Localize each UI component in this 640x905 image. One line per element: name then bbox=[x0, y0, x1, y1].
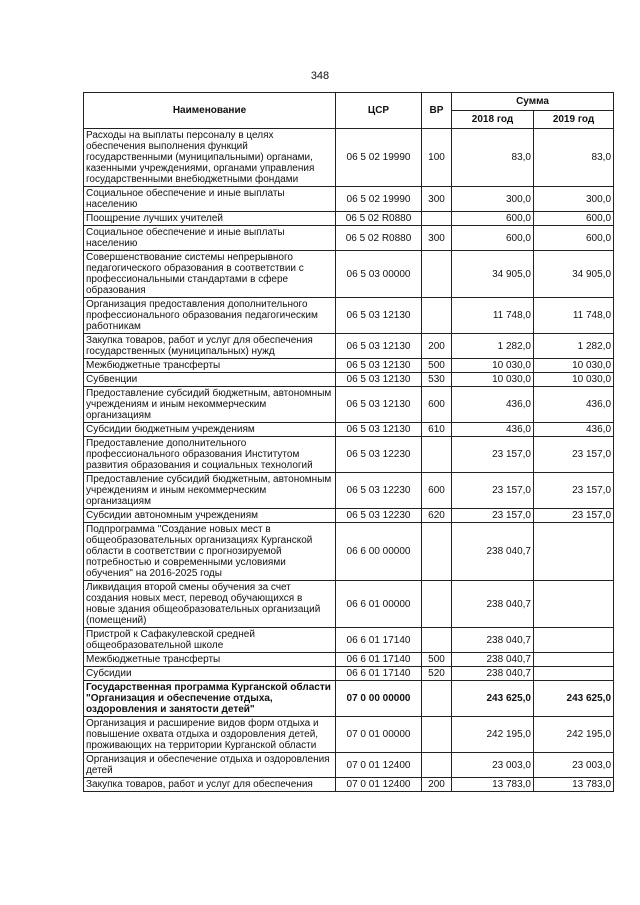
row-2019 bbox=[534, 667, 614, 681]
row-vr: 520 bbox=[422, 667, 452, 681]
row-csr: 06 5 02 R0880 bbox=[336, 212, 422, 226]
row-name: Социальное обеспечение и иные выплаты населению bbox=[84, 226, 336, 251]
row-2019 bbox=[534, 628, 614, 653]
row-csr: 06 6 00 00000 bbox=[336, 523, 422, 581]
row-csr: 07 0 01 12400 bbox=[336, 753, 422, 778]
row-2018: 238 040,7 bbox=[452, 628, 534, 653]
row-2019: 600,0 bbox=[534, 212, 614, 226]
table-row bbox=[84, 212, 614, 226]
row-vr bbox=[422, 212, 452, 226]
row-vr: 530 bbox=[422, 373, 452, 387]
row-2018: 600,0 bbox=[452, 226, 534, 251]
row-2018: 238 040,7 bbox=[452, 667, 534, 681]
row-vr bbox=[422, 251, 452, 298]
row-name: Совершенствование системы непрерывного педагогического образования в соответствии с профессиональными стандартами в сфере образования bbox=[84, 251, 336, 298]
row-csr: 06 6 01 00000 bbox=[336, 581, 422, 628]
row-name: Предоставление субсидий бюджетным, автономным учреждениям и иным некоммерческим организациям bbox=[84, 473, 336, 509]
row-2018: 23 003,0 bbox=[452, 753, 534, 778]
header-vr: ВР bbox=[422, 93, 452, 129]
table-row bbox=[84, 473, 614, 509]
table-row bbox=[84, 509, 614, 523]
row-csr: 06 6 01 17140 bbox=[336, 628, 422, 653]
table-row bbox=[84, 129, 614, 187]
row-2019: 243 625,0 bbox=[534, 681, 614, 717]
row-2019: 13 783,0 bbox=[534, 778, 614, 792]
header-year-2019: 2019 год bbox=[534, 111, 614, 129]
table-row bbox=[84, 681, 614, 717]
row-csr: 06 6 01 17140 bbox=[336, 667, 422, 681]
row-2019: 300,0 bbox=[534, 187, 614, 212]
table-row bbox=[84, 717, 614, 753]
row-csr: 06 5 03 12130 bbox=[336, 298, 422, 334]
row-name: Субсидии бюджетным учреждениям bbox=[84, 423, 336, 437]
row-vr: 600 bbox=[422, 387, 452, 423]
row-vr bbox=[422, 437, 452, 473]
row-name: Закупка товаров, работ и услуг для обеспечения государственных (муниципальных) нужд bbox=[84, 334, 336, 359]
row-vr bbox=[422, 753, 452, 778]
row-name: Предоставление субсидий бюджетным, автономным учреждениям и иным некоммерческим организациям bbox=[84, 387, 336, 423]
row-vr: 600 bbox=[422, 473, 452, 509]
row-2019: 10 030,0 bbox=[534, 359, 614, 373]
row-name: Подпрограмма "Создание новых мест в общеобразовательных организациях Курганской области в соответствии с прогнозируемой потребностью и современными условиями обучения" на 2016-2025 годы bbox=[84, 523, 336, 581]
row-vr: 610 bbox=[422, 423, 452, 437]
row-name: Поощрение лучших учителей bbox=[84, 212, 336, 226]
row-vr bbox=[422, 717, 452, 753]
row-2019: 600,0 bbox=[534, 226, 614, 251]
table-row bbox=[84, 653, 614, 667]
row-2019: 23 157,0 bbox=[534, 473, 614, 509]
table-row bbox=[84, 373, 614, 387]
row-2019: 10 030,0 bbox=[534, 373, 614, 387]
row-2019 bbox=[534, 581, 614, 628]
row-2019: 23 157,0 bbox=[534, 437, 614, 473]
row-2018: 23 157,0 bbox=[452, 437, 534, 473]
row-name: Субсидии bbox=[84, 667, 336, 681]
header-name: Наименование bbox=[84, 93, 336, 129]
row-2018: 10 030,0 bbox=[452, 373, 534, 387]
table-row bbox=[84, 581, 614, 628]
row-csr: 06 5 03 12230 bbox=[336, 473, 422, 509]
row-2019: 23 003,0 bbox=[534, 753, 614, 778]
table-row bbox=[84, 523, 614, 581]
row-2018: 300,0 bbox=[452, 187, 534, 212]
row-vr: 620 bbox=[422, 509, 452, 523]
row-name: Межбюджетные трансферты bbox=[84, 653, 336, 667]
row-2018: 242 195,0 bbox=[452, 717, 534, 753]
row-name: Организация и расширение видов форм отдыха и повышение охвата отдыха и оздоровления детей, проживающих на территории Курганской области bbox=[84, 717, 336, 753]
row-2018: 23 157,0 bbox=[452, 509, 534, 523]
table-row bbox=[84, 298, 614, 334]
row-name: Пристрой к Сафакулевской средней общеобразовательной школе bbox=[84, 628, 336, 653]
table-row bbox=[84, 334, 614, 359]
header-csr: ЦСР bbox=[336, 93, 422, 129]
table-row bbox=[84, 387, 614, 423]
row-csr: 06 5 03 12130 bbox=[336, 423, 422, 437]
row-csr: 06 5 03 00000 bbox=[336, 251, 422, 298]
row-csr: 06 5 02 R0880 bbox=[336, 226, 422, 251]
row-vr: 500 bbox=[422, 359, 452, 373]
header-sum: Сумма bbox=[452, 93, 614, 111]
row-csr: 06 5 03 12230 bbox=[336, 437, 422, 473]
row-vr: 300 bbox=[422, 226, 452, 251]
budget-table bbox=[83, 92, 614, 792]
row-2018: 13 783,0 bbox=[452, 778, 534, 792]
row-2018: 34 905,0 bbox=[452, 251, 534, 298]
table-row bbox=[84, 251, 614, 298]
row-name: Государственная программа Курганской области "Организация и обеспечение отдыха, оздоровления и занятости детей" bbox=[84, 681, 336, 717]
row-2018: 243 625,0 bbox=[452, 681, 534, 717]
table-row bbox=[84, 359, 614, 373]
row-2019: 1 282,0 bbox=[534, 334, 614, 359]
row-2019: 436,0 bbox=[534, 423, 614, 437]
row-vr bbox=[422, 581, 452, 628]
table-row bbox=[84, 423, 614, 437]
table-row bbox=[84, 187, 614, 212]
row-2018: 436,0 bbox=[452, 387, 534, 423]
row-name: Социальное обеспечение и иные выплаты населению bbox=[84, 187, 336, 212]
row-vr bbox=[422, 298, 452, 334]
row-name: Предоставление дополнительного профессионального образования Институтом развития образования и социальных технологий bbox=[84, 437, 336, 473]
row-2019 bbox=[534, 523, 614, 581]
row-csr: 07 0 01 00000 bbox=[336, 717, 422, 753]
row-name: Ликвидация второй смены обучения за счет создания новых мест, перевод обучающихся в новые здания общеобразовательных организаций (помещений) bbox=[84, 581, 336, 628]
table-row bbox=[84, 628, 614, 653]
table-row bbox=[84, 778, 614, 792]
table-row bbox=[84, 753, 614, 778]
row-csr: 06 5 03 12130 bbox=[336, 359, 422, 373]
row-vr: 200 bbox=[422, 778, 452, 792]
row-vr: 100 bbox=[422, 129, 452, 187]
row-vr: 200 bbox=[422, 334, 452, 359]
row-2019 bbox=[534, 653, 614, 667]
table-body bbox=[84, 129, 614, 792]
row-2018: 238 040,7 bbox=[452, 581, 534, 628]
row-name: Организация и обеспечение отдыха и оздоровления детей bbox=[84, 753, 336, 778]
row-csr: 06 5 02 19990 bbox=[336, 187, 422, 212]
row-csr: 06 6 01 17140 bbox=[336, 653, 422, 667]
table-row bbox=[84, 667, 614, 681]
row-vr: 500 bbox=[422, 653, 452, 667]
row-2019: 83,0 bbox=[534, 129, 614, 187]
row-name: Межбюджетные трансферты bbox=[84, 359, 336, 373]
row-name: Организация предоставления дополнительного профессионального образования педагогическим работникам bbox=[84, 298, 336, 334]
row-2018: 436,0 bbox=[452, 423, 534, 437]
row-csr: 06 5 03 12130 bbox=[336, 387, 422, 423]
row-name: Закупка товаров, работ и услуг для обеспечения bbox=[84, 778, 336, 792]
row-2018: 238 040,7 bbox=[452, 523, 534, 581]
row-csr: 06 5 03 12130 bbox=[336, 373, 422, 387]
row-2019: 242 195,0 bbox=[534, 717, 614, 753]
row-name: Субсидии автономным учреждениям bbox=[84, 509, 336, 523]
row-csr: 06 5 03 12230 bbox=[336, 509, 422, 523]
row-name: Субвенции bbox=[84, 373, 336, 387]
row-name: Расходы на выплаты персоналу в целях обеспечения выполнения функций государственными (муниципальными) органами, казенными учреждениями, органами управления государственными внебюджетными фондами bbox=[84, 129, 336, 187]
row-2019: 436,0 bbox=[534, 387, 614, 423]
row-vr bbox=[422, 523, 452, 581]
row-2019: 23 157,0 bbox=[534, 509, 614, 523]
row-csr: 06 5 02 19990 bbox=[336, 129, 422, 187]
row-csr: 07 0 00 00000 bbox=[336, 681, 422, 717]
row-2018: 83,0 bbox=[452, 129, 534, 187]
page-number: 348 bbox=[310, 70, 330, 82]
row-2018: 10 030,0 bbox=[452, 359, 534, 373]
header-year-2018: 2018 год bbox=[452, 111, 534, 129]
row-2018: 11 748,0 bbox=[452, 298, 534, 334]
row-vr: 300 bbox=[422, 187, 452, 212]
row-2018: 600,0 bbox=[452, 212, 534, 226]
row-csr: 07 0 01 12400 bbox=[336, 778, 422, 792]
row-vr bbox=[422, 681, 452, 717]
table-row bbox=[84, 226, 614, 251]
table-row bbox=[84, 437, 614, 473]
row-csr: 06 5 03 12130 bbox=[336, 334, 422, 359]
row-2019: 11 748,0 bbox=[534, 298, 614, 334]
row-2018: 23 157,0 bbox=[452, 473, 534, 509]
row-2018: 238 040,7 bbox=[452, 653, 534, 667]
row-2019: 34 905,0 bbox=[534, 251, 614, 298]
row-vr bbox=[422, 628, 452, 653]
row-2018: 1 282,0 bbox=[452, 334, 534, 359]
